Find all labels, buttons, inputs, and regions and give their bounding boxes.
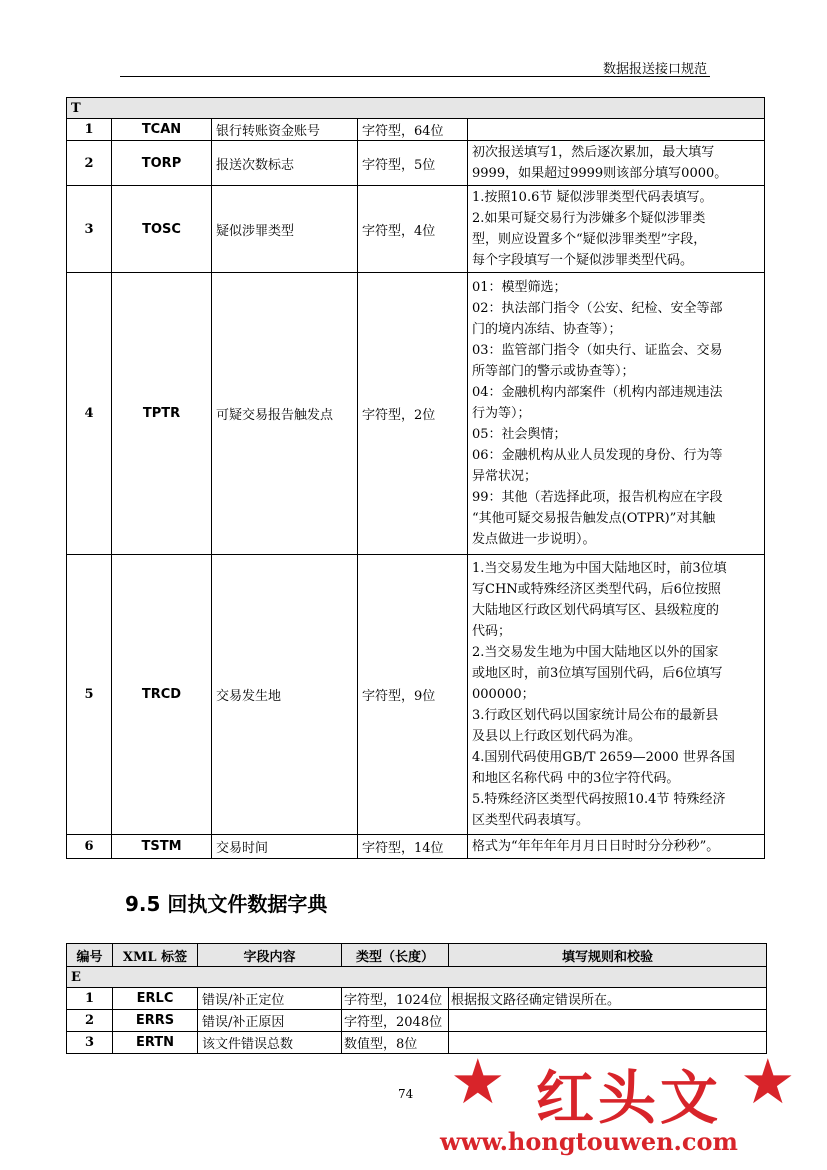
fill-rule-line: 01：模型筛选；	[472, 280, 567, 295]
page-number: 74	[398, 1087, 414, 1101]
fill-rule	[468, 119, 765, 141]
xml-tag: TPTR	[112, 273, 212, 555]
group-row	[67, 967, 767, 988]
table-row	[67, 555, 765, 835]
group-label: T	[67, 98, 765, 119]
fill-rule-line: 区类型代码表填写。	[472, 813, 590, 828]
group-row	[67, 98, 765, 119]
xml-tag: ERLC	[113, 988, 198, 1010]
fill-rule-line: 和地区名称代码 中的3位字符代码。	[472, 771, 680, 786]
fill-rule-line: 代码；	[472, 624, 512, 639]
xml-tag: TOSC	[112, 186, 212, 273]
fill-rule-line: 2.当交易发生地为中国大陆地区以外的国家	[472, 645, 719, 660]
field-type: 字符型，2位	[358, 273, 468, 555]
fill-rule-line: 门的境内冻结、协查等）；	[472, 322, 622, 337]
fill-rule	[468, 186, 765, 273]
fill-rule-line: 发点做进一步说明）。	[472, 532, 596, 547]
xml-tag: TRCD	[112, 555, 212, 835]
header-row	[67, 944, 767, 967]
header-num: 编号	[67, 944, 113, 967]
field-content: 交易发生地	[212, 555, 358, 835]
row-number: 1	[67, 119, 112, 141]
fill-rule-line: 或地区时，前3位填写国别代码，后6位填写	[472, 666, 723, 681]
field-type: 字符型，2048位	[342, 1010, 449, 1032]
fill-rule-line: 型，则应设置多个“疑似涉罪类型”字段，	[472, 232, 707, 247]
fill-rule-line: 04：金融机构内部案件（机构内部违规违法	[472, 385, 723, 400]
header-rule: 填写规则和校验	[449, 944, 767, 967]
fill-rule	[468, 141, 765, 186]
header-type: 类型（长度）	[342, 944, 449, 967]
table-row	[67, 119, 765, 141]
fill-rule	[468, 555, 765, 835]
field-content: 错误/补正原因	[198, 1010, 342, 1032]
fill-rule-line: 初次报送填写1，然后逐次累加，最大填写	[472, 145, 715, 160]
group-label: E	[67, 967, 767, 988]
row-number: 5	[67, 555, 112, 835]
table-row	[67, 1010, 767, 1032]
table-row	[67, 273, 765, 555]
row-number: 6	[67, 835, 112, 859]
field-content: 报送次数标志	[212, 141, 358, 186]
fill-rule-line: 行为等）；	[472, 406, 531, 421]
row-number: 3	[67, 1032, 113, 1054]
watermark	[440, 1045, 820, 1165]
fill-rule: 根据报文路径确定错误所在。	[449, 988, 767, 1010]
header-title: 数据报送接口规范	[602, 62, 707, 77]
field-content: 错误/补正定位	[198, 988, 342, 1010]
fill-rule-line: 异常状况；	[472, 469, 538, 484]
star-icon: ★	[740, 1045, 796, 1118]
xml-tag: ERTN	[113, 1032, 198, 1054]
receipt-data-dictionary-table	[66, 943, 767, 1054]
fill-rule-line: 及县以上行政区划代码为准。	[472, 729, 642, 744]
watermark-url: www.hongtouwen.com	[440, 1127, 738, 1156]
row-number: 4	[67, 273, 112, 555]
watermark-text: 红头文	[536, 1064, 723, 1132]
xml-tag: TSTM	[112, 835, 212, 859]
fill-rule-line: 5.特殊经济区类型代码按照10.4节 特殊经济	[472, 792, 726, 807]
field-type: 字符型，1024位	[342, 988, 449, 1010]
xml-tag: ERRS	[113, 1010, 198, 1032]
fill-rule-line: 05：社会舆情；	[472, 427, 567, 442]
field-type: 字符型，9位	[358, 555, 468, 835]
section-title: 9.5 回执文件数据字典	[125, 892, 328, 916]
fill-rule-line: 2.如果可疑交易行为涉嫌多个疑似涉罪类	[472, 211, 706, 226]
fill-rule-line: 9999，如果超过9999则该部分填写0000。	[472, 166, 728, 181]
fill-rule	[449, 1010, 767, 1032]
field-content: 可疑交易报告触发点	[212, 273, 358, 555]
field-type: 数值型，8位	[342, 1032, 449, 1054]
field-type: 字符型，4位	[358, 186, 468, 273]
row-number: 1	[67, 988, 113, 1010]
row-number: 2	[67, 141, 112, 186]
fill-rule-line: “其他可疑交易报告触发点(OTPR)”对其触	[472, 511, 716, 526]
xml-tag: TCAN	[112, 119, 212, 141]
field-content: 疑似涉罪类型	[212, 186, 358, 273]
row-number: 3	[67, 186, 112, 273]
fill-rule-line: 1.当交易发生地为中国大陆地区时，前3位填	[472, 561, 727, 576]
fill-rule-line: 99：其他（若选择此项，报告机构应在字段	[472, 490, 723, 505]
table-row	[67, 186, 765, 273]
header-rule	[120, 76, 710, 77]
fill-rule-line: 06：金融机构从业人员发现的身份、行为等	[472, 448, 723, 463]
fill-rule-line: 格式为“年年年年月月日日时时分分秒秒”。	[472, 839, 720, 854]
field-type: 字符型，5位	[358, 141, 468, 186]
data-dictionary-table-t	[66, 97, 765, 859]
star-icon: ★	[450, 1045, 506, 1118]
row-number: 2	[67, 1010, 113, 1032]
fill-rule	[468, 273, 765, 555]
fill-rule-line: 每个字段填写一个疑似涉罪类型代码。	[472, 253, 694, 268]
field-type: 字符型，64位	[358, 119, 468, 141]
fill-rule-line: 大陆地区行政区划代码填写区、县级粒度的	[472, 603, 720, 618]
fill-rule-line: 写CHN或特殊经济区类型代码，后6位按照	[472, 582, 721, 597]
fill-rule-line: 4.国别代码使用GB/T 2659—2000 世界各国	[472, 750, 735, 765]
header-xml-tag: XML 标签	[113, 944, 198, 967]
fill-rule-line: 03：监管部门指令（如央行、证监会、交易	[472, 343, 723, 358]
fill-rule-line: 02：执法部门指令（公安、纪检、安全等部	[472, 301, 723, 316]
table-row	[67, 835, 765, 859]
header-field-content: 字段内容	[198, 944, 342, 967]
table-row	[67, 988, 767, 1010]
fill-rule-line: 000000；	[472, 687, 535, 702]
field-content: 交易时间	[212, 835, 358, 859]
field-content: 该文件错误总数	[198, 1032, 342, 1054]
xml-tag: TORP	[112, 141, 212, 186]
fill-rule-line: 所等部门的警示或协查等）；	[472, 364, 635, 379]
fill-rule	[468, 835, 765, 859]
fill-rule-line: 3.行政区划代码以国家统计局公布的最新县	[472, 708, 719, 723]
field-content: 银行转账资金账号	[212, 119, 358, 141]
table-row	[67, 141, 765, 186]
field-type: 字符型，14位	[358, 835, 468, 859]
fill-rule-line: 1.按照10.6节 疑似涉罪类型代码表填写。	[472, 190, 713, 205]
